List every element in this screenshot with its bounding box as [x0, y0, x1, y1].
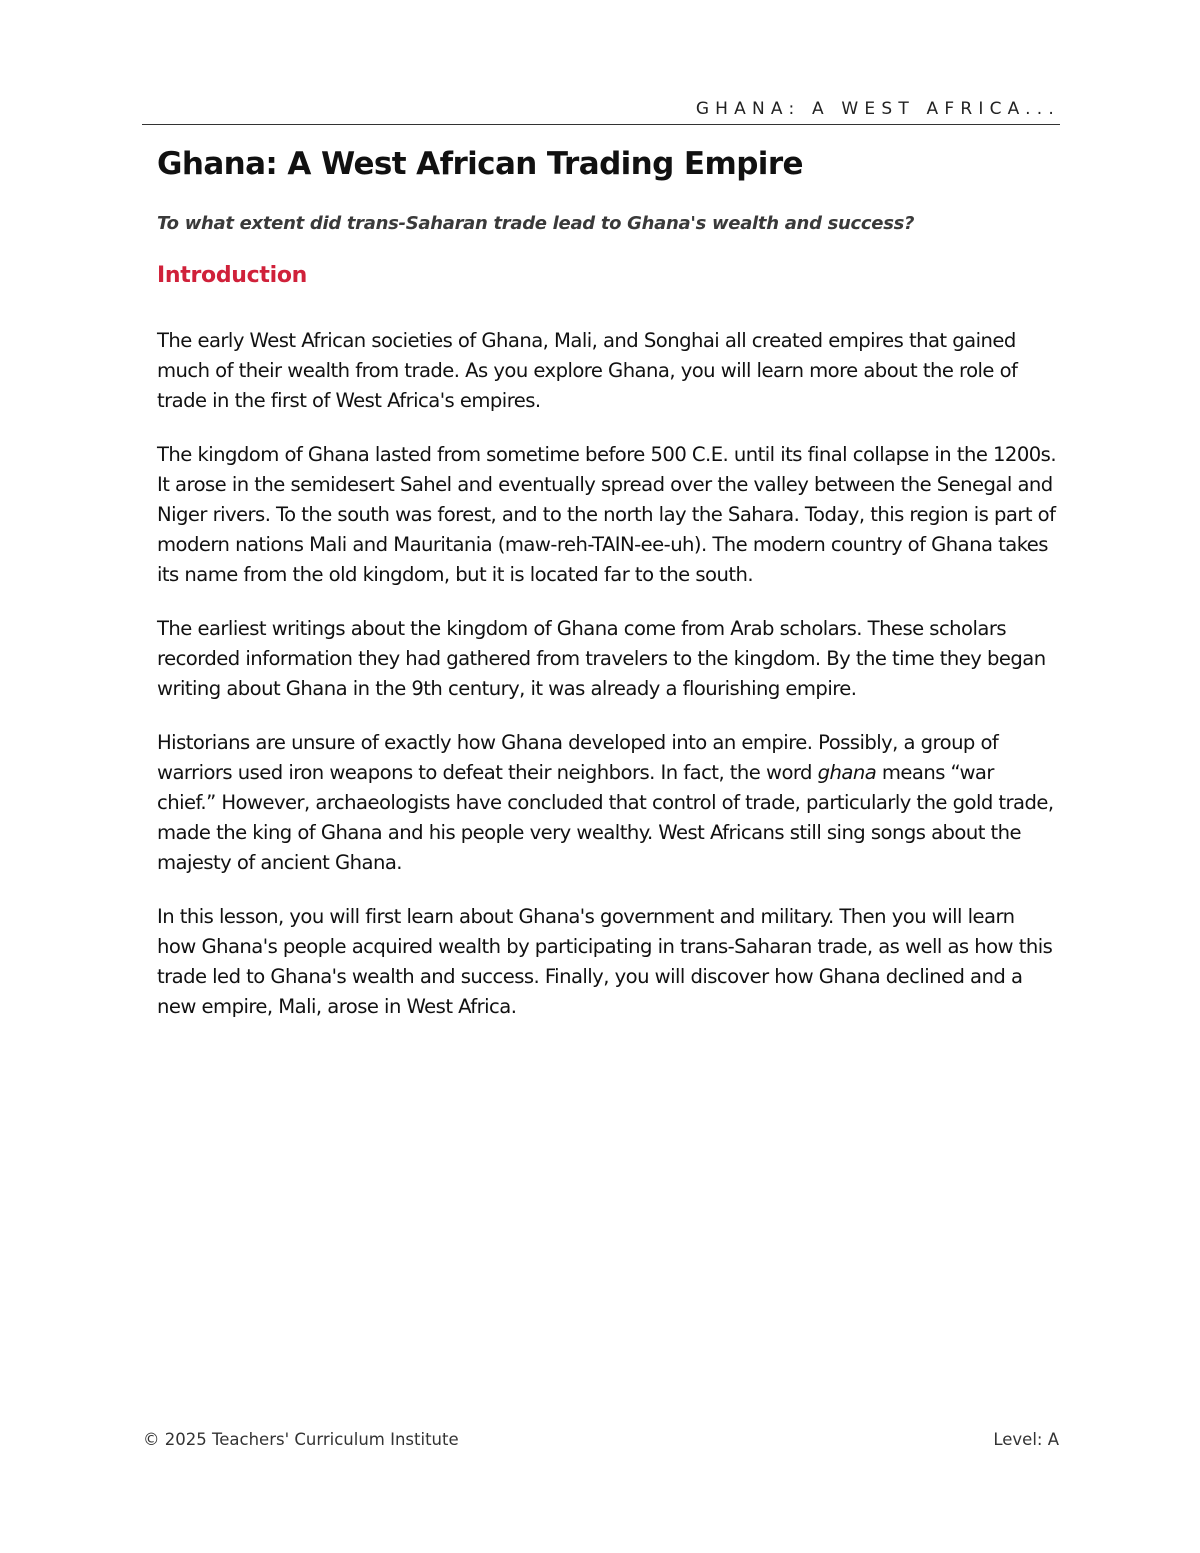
page-footer [143, 1429, 1059, 1453]
intro-paragraph-5: In this lesson, you will first learn about Ghana's government and military. Then you will learn how Ghana's people acquired wealth by participating in trans-Saharan trade, as well as how this trade led to Ghana's wealth and success. Finally, you will discover how Ghana declined and a new empire, Mali, arose in West Africa. [157, 905, 1053, 1018]
page-title: Ghana: A West African Trading Empire [157, 146, 803, 182]
intro-paragraph-3: The earliest writings about the kingdom of Ghana come from Arab scholars. These scholars recorded information they had gathered from travelers to the kingdom. By the time they began writing about Ghana in the 9th century, it was already a flourishing empire. [157, 617, 1046, 700]
intro-paragraph-4 [157, 728, 1057, 878]
intro-paragraph-1: The early West African societies of Ghana, Mali, and Songhai all created empires that gained much of their wealth from trade. As you explore Ghana, you will learn more about the role of trade in the first of West Africa's empires. [157, 329, 1018, 412]
running-header-title: GHANA: A WEST AFRICA... [695, 99, 1060, 119]
footer-level: Level: A [993, 1430, 1059, 1449]
running-header [142, 96, 1060, 125]
essential-question: To what extent did trans-Saharan trade lead to Ghana's wealth and success? [157, 213, 915, 234]
section-heading-introduction: Introduction [157, 263, 308, 288]
paragraph-text: means “war chief.” However, archaeologists have concluded that control of trade, particularly the gold trade, made the king of Ghana and his people very wealthy. West Africans still sing songs about the majesty of ancient Ghana. [157, 761, 1054, 874]
paragraph-text: Historians are unsure of exactly how Ghana developed into an empire. Possibly, a group of warriors used iron weapons to defeat their neighbors. In fact, the word [157, 731, 999, 784]
emphasized-term: ghana [817, 761, 877, 784]
intro-paragraph-2: The kingdom of Ghana lasted from sometime before 500 C.E. until its final collapse in the 1200s. It arose in the semidesert Sahel and eventually spread over the valley between the Senegal and Niger rivers. To the south was forest, and to the north lay the Sahara. Today, this region is part of modern nations Mali and Mauritania (maw-reh-TAIN-ee-uh). The modern country of Ghana takes its name from the old kingdom, but it is located far to the south. [157, 443, 1057, 586]
footer-copyright: © 2025 Teachers' Curriculum Institute [143, 1430, 459, 1449]
document-body [157, 142, 1057, 1022]
